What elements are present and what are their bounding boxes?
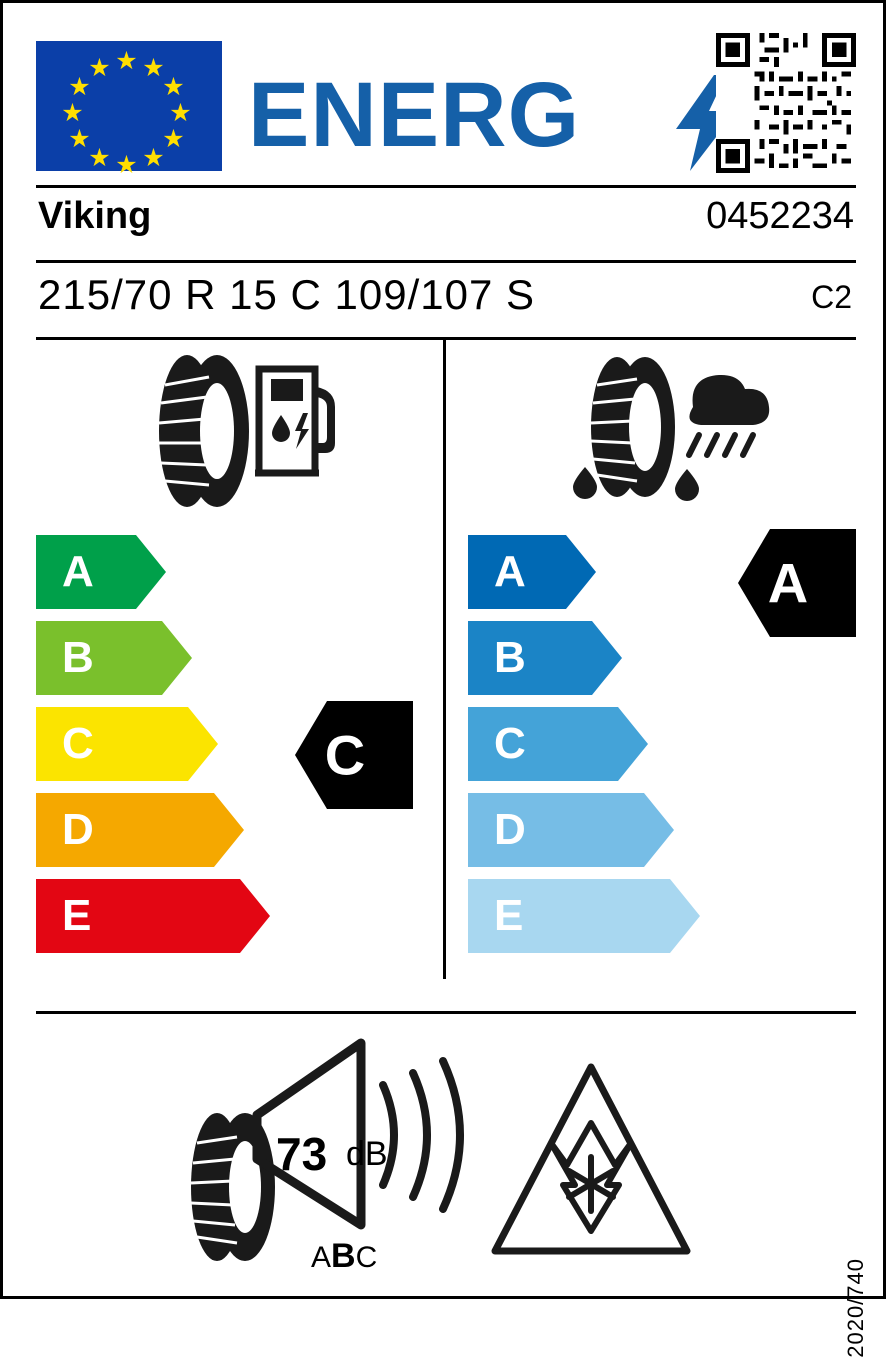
wetgrip-grade-a bbox=[468, 535, 596, 609]
article-number: 0452234 bbox=[706, 195, 854, 237]
ratings-section bbox=[36, 339, 856, 1011]
wetgrip-grade-b bbox=[468, 621, 622, 695]
wetgrip-grade-a-letter: A bbox=[494, 547, 526, 596]
noise-unit: dB bbox=[346, 1135, 388, 1173]
divider-header bbox=[36, 185, 856, 188]
wetgrip-grade-c-letter: C bbox=[494, 719, 526, 768]
wetgrip-grade-c bbox=[468, 707, 648, 781]
fuel-grade-a-letter: A bbox=[62, 547, 94, 596]
tyre-size-row bbox=[36, 271, 856, 331]
divider-bottom bbox=[36, 1011, 856, 1014]
fuel-grade-c-letter: C bbox=[62, 719, 94, 768]
divider-brand bbox=[36, 260, 856, 263]
fuel-grade-d bbox=[36, 793, 244, 867]
fuel-grade-e-letter: E bbox=[62, 891, 92, 940]
tyre-size: 215/70 R 15 C 109/107 S bbox=[38, 271, 536, 318]
fuel-result-letter: C bbox=[324, 723, 366, 787]
noise-snow-section bbox=[36, 1015, 856, 1275]
label-header bbox=[36, 33, 856, 178]
wetgrip-result-letter: A bbox=[767, 551, 809, 615]
noise-class-b: B bbox=[331, 1237, 356, 1275]
fuel-grade-c bbox=[36, 707, 218, 781]
qr-code-icon bbox=[716, 33, 856, 173]
wetgrip-grade-d bbox=[468, 793, 674, 867]
divider-vertical bbox=[443, 339, 446, 979]
noise-value: 73 bbox=[276, 1128, 328, 1180]
energy-wordmark: ENERG bbox=[248, 64, 581, 166]
wetgrip-grade-d-letter: D bbox=[494, 805, 526, 854]
wetgrip-result-badge bbox=[738, 529, 856, 637]
noise-class-a: A bbox=[311, 1241, 332, 1274]
fuel-result-badge bbox=[295, 701, 413, 809]
noise-class-c: C bbox=[355, 1241, 378, 1274]
fuel-grade-b-letter: B bbox=[62, 633, 94, 682]
tyre-fuel-pump-icon bbox=[131, 351, 331, 511]
wetgrip-grade-e-letter: E bbox=[494, 891, 524, 940]
fuel-grade-d-letter: D bbox=[62, 805, 94, 854]
brand-name: Viking bbox=[38, 195, 152, 237]
brand-row bbox=[36, 195, 856, 250]
fuel-grade-b bbox=[36, 621, 192, 695]
tyre-class: C2 bbox=[811, 279, 852, 315]
fuel-grade-a bbox=[36, 535, 166, 609]
tyre-rain-cloud-icon bbox=[541, 351, 781, 511]
fuel-grade-e bbox=[36, 879, 270, 953]
eu-flag-icon: ★ ★ ★ ★ ★ ★ ★ ★ ★ ★ ★ ★ bbox=[36, 41, 222, 171]
noise-class-scale bbox=[311, 1237, 377, 1276]
wetgrip-grade-b-letter: B bbox=[494, 633, 526, 682]
regulation-code: 2020/740 bbox=[843, 1258, 868, 1358]
wetgrip-grade-e bbox=[468, 879, 700, 953]
three-peak-mountain-snowflake-icon bbox=[491, 1061, 691, 1261]
